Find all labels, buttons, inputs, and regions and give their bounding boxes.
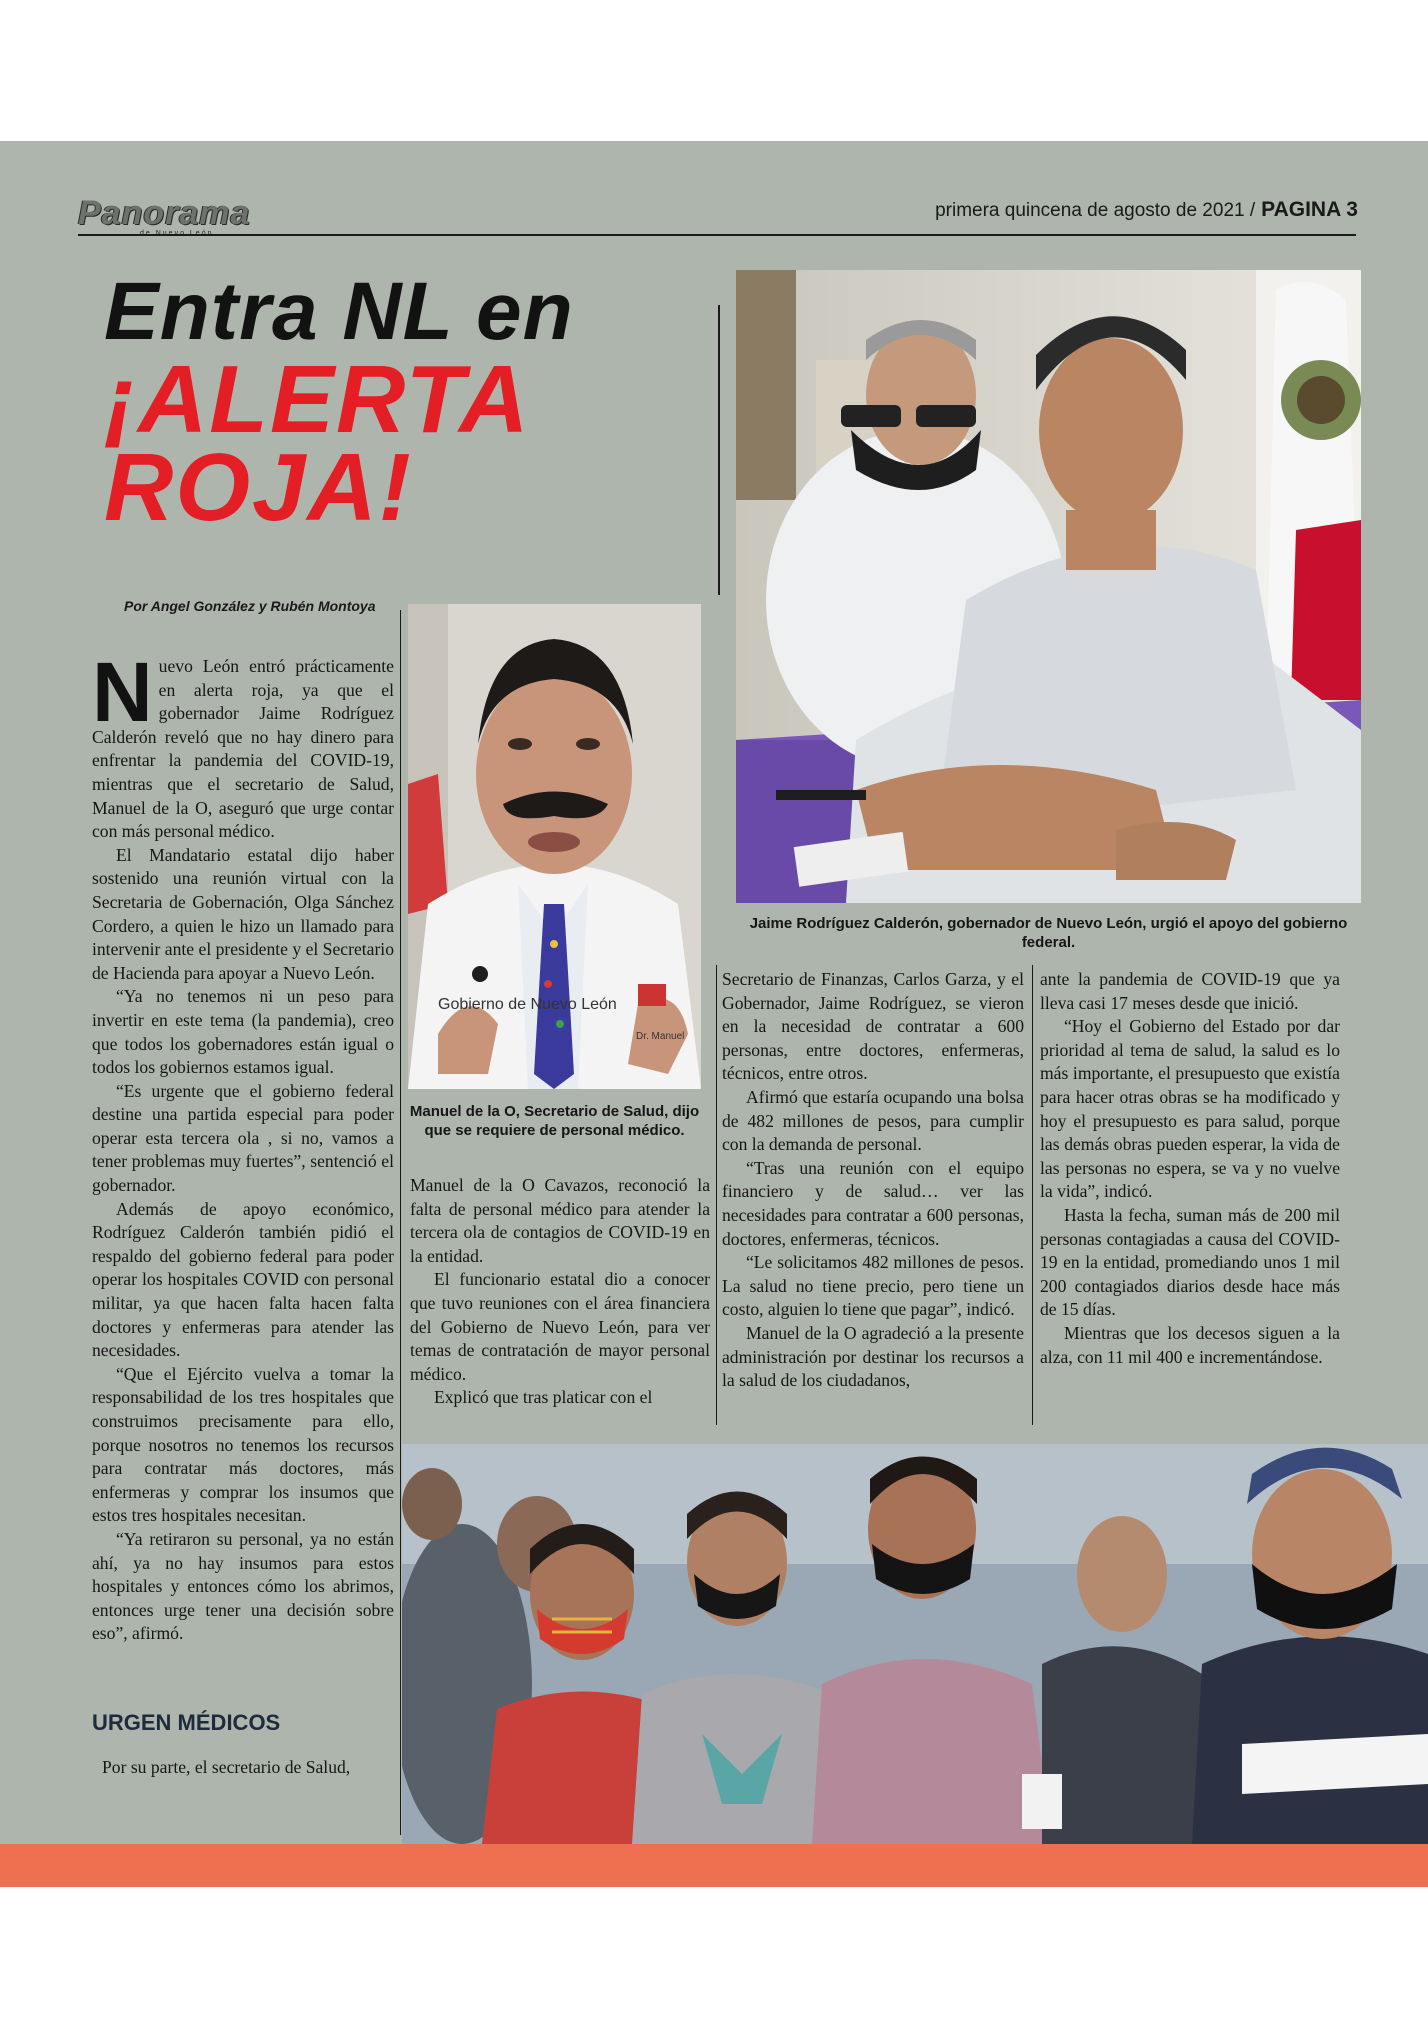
article-paragraph: “Que el Ejército vuelva a tomar la responsabilidad de los tres hospitales que construimos precisamente para ello, porque nosotros no tenemos los recursos para contratar más doctores, más enfermeras y comprar los insumos que estos tres hospitales necesitan. — [92, 1363, 394, 1526]
headline-line-2: ¡ALERTA — [104, 346, 531, 453]
article-paragraph: Además de apoyo económico, Rodríguez Calderón también pidió el respaldo del gobierno federal para poder operar los hospitales COVID con personal militar, ya que hacen falta hacen falta doctores y enfermeras para atender las necesidades. — [92, 1198, 394, 1361]
column-divider — [1032, 965, 1033, 1425]
article-paragraph: Afirmó que estaría ocupando una bolsa de 482 millones de pesos, para cumplir con la demanda de personal. — [722, 1086, 1024, 1155]
footer-band — [0, 1844, 1428, 1887]
doctor-photo-caption: Manuel de la O, Secretario de Salud, dijo que se requiere de personal médico. — [409, 1103, 700, 1139]
article-dropcap: N — [92, 645, 153, 739]
crowd-photo — [402, 1444, 1428, 1844]
issue-date: primera quincena de agosto de 2021 / — [935, 200, 1256, 221]
article-paragraph: “Ya no tenemos ni un peso para invertir en este tema (la pandemia), creo que todos los gobernadores están igual o todos los gobiernos estamos igual. — [92, 986, 394, 1078]
article-paragraph: “Tras una reunión con el equipo financiero y de salud… ver las necesidades para contratar a 600 personas, doctores, enfermeras, técnicos. — [722, 1157, 1024, 1249]
article-paragraph: Explicó que tras platicar con el — [434, 1387, 653, 1408]
crowd-photo-image — [402, 1444, 1428, 1844]
doctor-coat-text: Gobierno de Nuevo León — [438, 996, 617, 1013]
headline — [104, 266, 724, 541]
masthead — [78, 196, 1358, 236]
publication-logo: Panorama — [78, 194, 251, 232]
article-paragraph: Por su parte, el secretario de Salud, — [102, 1757, 351, 1777]
article-column-1 — [92, 645, 394, 1646]
article-column-4 — [1040, 968, 1340, 1369]
governor-photo-caption: Jaime Rodríguez Calderón, gobernador de Nuevo León, urgió el apoyo del gobierno federal. — [749, 915, 1348, 951]
article-paragraph: El funcionario estatal dio a conocer que tuvo reuniones con el área financiera del Gobierno de Nuevo León, para ver temas de contratación de mayor personal médico. — [410, 1269, 710, 1384]
headline-line-3: ROJA! — [104, 434, 413, 541]
doctor-photo-image — [408, 604, 701, 1089]
column-divider — [716, 965, 717, 1425]
article-paragraph: El Mandatario estatal dijo haber sostenido una reunión virtual con la Secretaria de Gobernación, Olga Sánchez Cordero, a quien le hizo un llamado para intervenir ante el presidente y el Secretario de Hacienda para apoyar a Nuevo León. — [92, 844, 394, 983]
section-subhead: URGEN MÉDICOS — [92, 1710, 281, 1735]
issue-info — [935, 198, 1358, 222]
article-paragraph: Mientras que los decesos siguen a la alza, con 11 mil 400 e incrementándose. — [1040, 1322, 1340, 1367]
doctor-badge-text: Dr. Manuel — [636, 1031, 685, 1042]
governor-photo — [736, 270, 1361, 903]
article-paragraph: Manuel de la O agradeció a la presente administración por destinar los recursos a la salud de los ciudadanos, — [722, 1322, 1024, 1391]
article-paragraph: “Ya retiraron su personal, ya no están ahí, ya no hay insumos para estos hospitales y entonces cómo los abrimos, entonces urge tener una decisión sobre eso”, afirmó. — [92, 1528, 394, 1644]
article-paragraph: Manuel de la O Cavazos, reconoció la falta de personal médico para atender la tercera ola de contagios de COVID-19 en la entidad. — [410, 1175, 710, 1266]
article-paragraph: Secretario de Finanzas, Carlos Garza, y el Gobernador, Jaime Rodríguez, se vieron en la necesidad de contratar a 600 personas, entre doctores, enfermeras, técnicos, entre otros. — [722, 969, 1024, 1084]
article-paragraph: “Le solicitamos 482 millones de pesos. La salud no tiene precio, pero tiene un costo, alguien lo tiene que pagar”, indicó. — [722, 1252, 1024, 1320]
article-paragraph: uevo León entró prácticamente en alerta roja, ya que el gobernador Jaime Rodríguez Calderón reveló que no hay dinero para enfrentar la pandemia del COVID-19, mientras que el secretario de Salud, Manuel de la O, aseguró que urge contar con más personal médico. — [92, 656, 394, 842]
article-paragraph: “Es urgente que el gobierno federal destine una partida especial para poder operar esta tercera ola , si no, vamos a tener problemas muy fuertes”, sentenció el gobernador. — [92, 1080, 394, 1196]
governor-photo-image — [736, 270, 1361, 903]
article-paragraph: Hasta la fecha, suman más de 200 mil personas contagiadas a causa del COVID-19 en la entidad, promediando unos 1 mil 200 contagiados diarios desde hace más de 15 días. — [1040, 1204, 1340, 1320]
article-paragraph: “Hoy el Gobierno del Estado por dar prioridad al tema de salud, la salud es lo más importante, el presupuesto que existía para hacer otras obras se ha modificado y hoy el presupuesto es para salud, porque las demás obras pueden esperar, la vida de las personas no espera, se va y no vuelve la vida”, indicó. — [1040, 1016, 1340, 1202]
header-rule — [78, 234, 1356, 236]
article-column-3 — [722, 968, 1024, 1393]
article-column-2 — [410, 1174, 710, 1410]
article-paragraph: ante la pandemia de COVID-19 que ya lleva casi 17 meses desde que inició. — [1040, 969, 1340, 1013]
doctor-photo — [408, 604, 701, 1089]
column-divider — [400, 610, 401, 1835]
headline-line-1: Entra NL en — [104, 266, 574, 357]
byline: Por Angel González y Rubén Montoya — [124, 598, 376, 614]
headline-divider — [718, 305, 720, 595]
page-number: PAGINA 3 — [1261, 198, 1358, 221]
